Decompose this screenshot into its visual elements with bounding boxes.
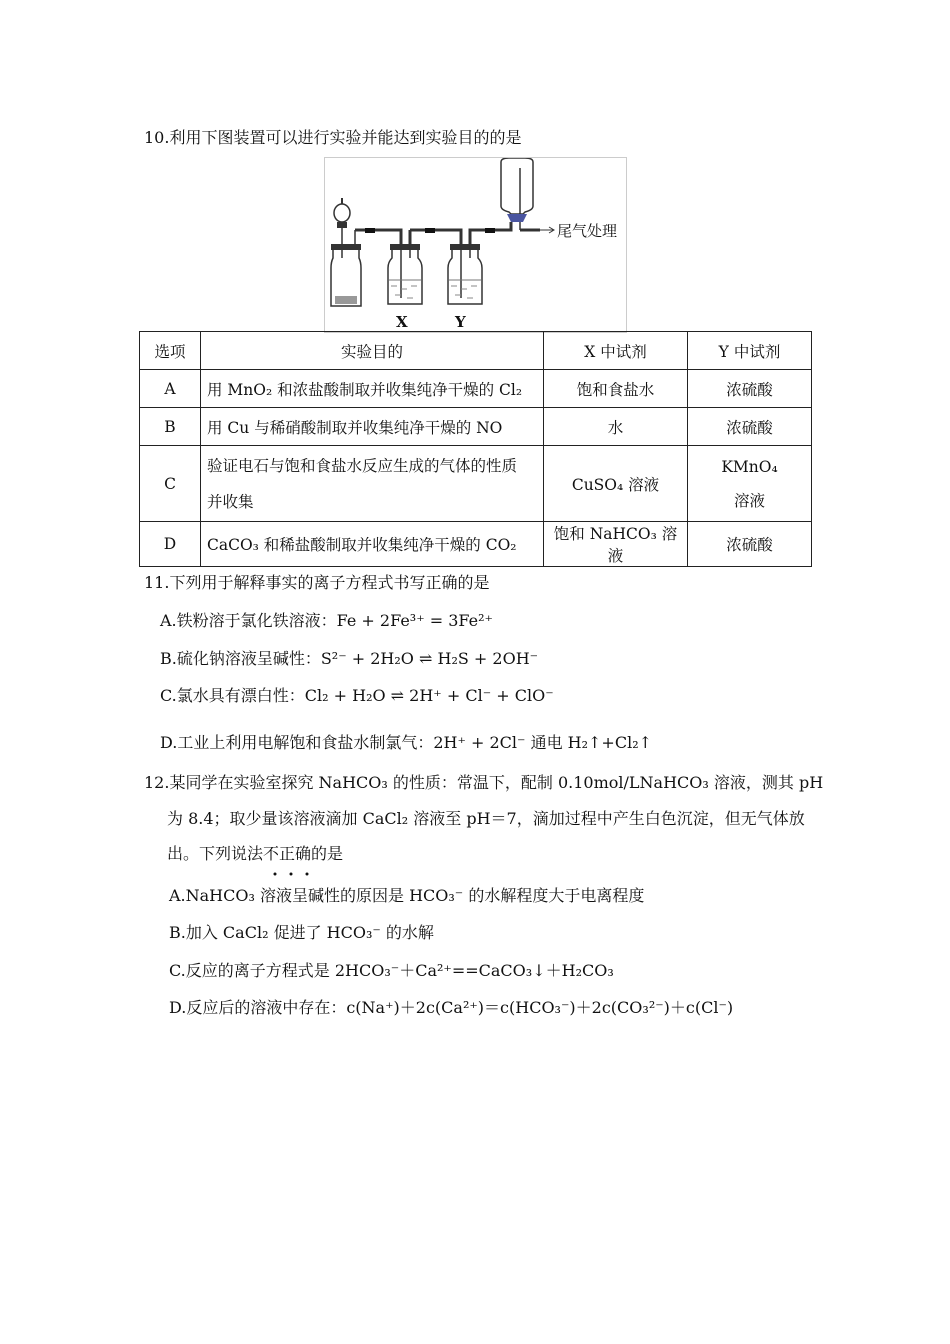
table-row [140,408,812,446]
q10-stem: 10.利用下图装置可以进行实验并能达到实验目的的是 [144,128,522,147]
q12-option-d: D.反应后的溶液中存在：c(Na⁺)＋2c(Ca²⁺)＝c(HCO₃⁻)＋2c(CO₃²⁻)＋c(Cl⁻) [169,998,734,1017]
row-x-reagent: CuSO₄ 溶液 [544,446,688,522]
q11-stem: 11.下列用于解释事实的离子方程式书写正确的是 [144,573,490,592]
row-x-reagent: 饱和 NaHCO₃ 溶液 [544,522,688,567]
bottle-x-label: X [396,313,408,331]
row-purpose: 用 MnO₂ 和浓盐酸制取并收集纯净干燥的 Cl₂ [201,370,544,408]
row-y-reagent [688,446,812,522]
row-option: B [140,408,201,446]
row-x-reagent: 饱和食盐水 [544,370,688,408]
bottle-y-label: Y [455,313,466,331]
row-x-reagent: 水 [544,408,688,446]
table-header-row [140,332,812,370]
table-row [140,370,812,408]
q12-stem-line1: 12.某同学在实验室探究 NaHCO₃ 的性质：常温下，配制 0.10mol/LNaHCO₃ 溶液，测其 pH [144,773,824,792]
row-option: A [140,370,201,408]
q12-stem-line2: 为 8.4；取少量该溶液滴加 CaCl₂ 溶液至 pH＝7，滴加过程中产生白色沉淀，但无气体放 [167,809,805,828]
row-purpose: 用 Cu 与稀硝酸制取并收集纯净干燥的 NO [201,408,544,446]
row-purpose-line2: 并收集 [207,492,254,511]
q11-option-d: D.工业上利用电解饱和食盐水制氯气：2H⁺ + 2Cl⁻ 通电 H₂↑+Cl₂↑ [160,733,653,752]
row-purpose: CaCO₃ 和稀盐酸制取并收集纯净干燥的 CO₂ [201,522,544,567]
q12-option-b: B.加入 CaCl₂ 促进了 HCO₃⁻ 的水解 [169,923,434,942]
options-table [139,331,812,567]
row-y-reagent-line2: 溶液 [733,491,765,510]
row-y-reagent: 浓硫酸 [688,370,812,408]
table-row [140,522,812,567]
exhaust-label: 尾气处理 [557,222,618,240]
q12-stem-line3: 出。下列说法不正确的是 [167,844,344,863]
header-option: 选项 [140,332,201,370]
q12-option-a: A.NaHCO₃ 溶液呈碱性的原因是 HCO₃⁻ 的水解程度大于电离程度 [169,886,645,905]
header-y-reagent: Y 中试剂 [688,332,812,370]
q11-option-a: A.铁粉溶于氯化铁溶液：Fe + 2Fe³⁺ = 3Fe²⁺ [160,611,493,630]
row-y-reagent: 浓硫酸 [688,408,812,446]
q11-option-c: C.氯水具有漂白性：Cl₂ + H₂O ⇌ 2H⁺ + Cl⁻ + ClO⁻ [160,686,554,705]
row-purpose-line1: 验证电石与饱和食盐水反应生成的气体的性质 [207,456,518,475]
row-y-reagent: 浓硫酸 [688,522,812,567]
emphasis-dots-svg [272,872,314,876]
row-purpose [201,446,544,522]
row-option: C [140,446,201,522]
row-y-reagent-line1: KMnO₄ [721,457,778,476]
row-option: D [140,522,201,567]
header-purpose: 实验目的 [201,332,544,370]
header-x-reagent: X 中试剂 [544,332,688,370]
q12-option-c: C.反应的离子方程式是 2HCO₃⁻＋Ca²⁺==CaCO₃↓＋H₂CO₃ [169,961,614,980]
table-row [140,446,812,522]
q11-option-b: B.硫化钠溶液呈碱性：S²⁻ + 2H₂O ⇌ H₂S + 2OH⁻ [160,649,539,668]
emphasis-dots [272,861,314,865]
apparatus-figure [324,157,627,333]
apparatus-diagram [325,158,626,332]
